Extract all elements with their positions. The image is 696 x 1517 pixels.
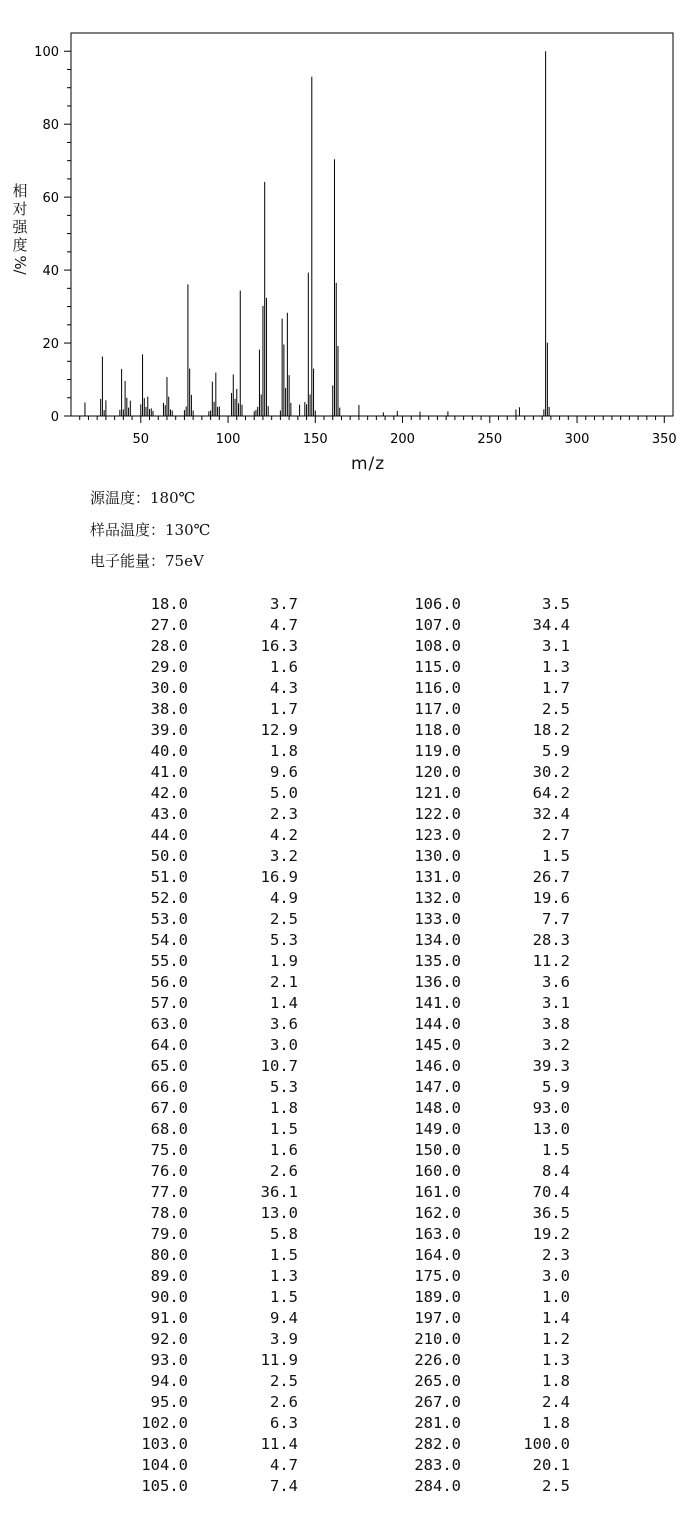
mz-value: 117.0 [414,700,461,718]
mz-value: 210.0 [414,1330,461,1348]
x-tick-label: 150 [302,432,328,447]
table-row [0,951,696,972]
table-row [0,657,696,678]
intensity-value: 7.7 [542,910,570,928]
intensity-value: 5.0 [270,784,298,802]
intensity-value: 11.2 [532,952,570,970]
mz-value: 56.0 [150,973,188,991]
mz-value: 57.0 [150,994,188,1012]
y-axis-label-char: 相 [12,182,28,200]
table-row [0,846,696,867]
table-row [0,825,696,846]
table-row [0,783,696,804]
table-row [0,1161,696,1182]
intensity-value: 3.0 [542,1267,570,1285]
intensity-value: 2.3 [542,1246,570,1264]
intensity-value: 2.7 [542,826,570,844]
intensity-value: 4.9 [270,889,298,907]
intensity-value: 9.4 [270,1309,298,1327]
mz-value: 18.0 [150,595,188,613]
intensity-value: 3.8 [542,1015,570,1033]
mz-value: 164.0 [414,1246,461,1264]
mz-value: 68.0 [150,1120,188,1138]
intensity-value: 4.2 [270,826,298,844]
mz-value: 136.0 [414,973,461,991]
intensity-value: 1.6 [270,1141,298,1159]
mz-value: 108.0 [414,637,461,655]
mz-value: 161.0 [414,1183,461,1201]
table-row [0,1392,696,1413]
table-row [0,1119,696,1140]
table-row [0,1056,696,1077]
mz-value: 51.0 [150,868,188,886]
intensity-value: 6.3 [270,1414,298,1432]
mz-value: 131.0 [414,868,461,886]
y-tick-label: 0 [50,410,59,425]
intensity-value: 4.7 [270,1456,298,1474]
mz-value: 78.0 [150,1204,188,1222]
table-row [0,1413,696,1434]
table-row [0,1329,696,1350]
mz-value: 53.0 [150,910,188,928]
intensity-value: 1.2 [542,1330,570,1348]
mz-value: 77.0 [150,1183,188,1201]
intensity-value: 2.5 [542,700,570,718]
intensity-value: 5.3 [270,1078,298,1096]
y-tick-label: 100 [34,45,59,61]
mz-value: 42.0 [150,784,188,802]
mz-value: 106.0 [414,595,461,613]
table-row [0,1308,696,1329]
intensity-value: 2.1 [270,973,298,991]
mz-value: 107.0 [414,616,461,634]
table-row [0,678,696,699]
mz-value: 115.0 [414,658,461,676]
intensity-value: 12.9 [260,721,298,739]
mz-value: 104.0 [141,1456,188,1474]
intensity-value: 13.0 [260,1204,298,1222]
mz-value: 28.0 [150,637,188,655]
intensity-value: 28.3 [532,931,570,949]
mz-value: 282.0 [414,1435,461,1453]
intensity-value: 36.5 [532,1204,570,1222]
table-row [0,804,696,825]
intensity-value: 2.4 [542,1393,570,1411]
mz-value: 50.0 [150,847,188,865]
mz-value: 265.0 [414,1372,461,1390]
intensity-value: 34.4 [532,616,570,634]
intensity-value: 1.3 [270,1267,298,1285]
table-row [0,1434,696,1455]
intensity-value: 19.6 [532,889,570,907]
intensity-value: 2.5 [270,910,298,928]
peaks-layer [85,51,549,416]
intensity-value: 36.1 [260,1183,298,1201]
mz-value: 66.0 [150,1078,188,1096]
mz-value: 103.0 [141,1435,188,1453]
intensity-value: 5.8 [270,1225,298,1243]
intensity-value: 1.5 [542,1141,570,1159]
intensity-value: 19.2 [532,1225,570,1243]
intensity-value: 32.4 [532,805,570,823]
table-row [0,993,696,1014]
mz-value: 102.0 [141,1414,188,1432]
intensity-value: 8.4 [542,1162,570,1180]
plot-frame [71,33,673,416]
x-axis [80,416,677,447]
mz-value: 162.0 [414,1204,461,1222]
mz-value: 149.0 [414,1120,461,1138]
y-axis [34,45,71,425]
table-row [0,1350,696,1371]
table-row [0,1266,696,1287]
intensity-value: 93.0 [532,1099,570,1117]
mz-value: 120.0 [414,763,461,781]
mz-value: 30.0 [150,679,188,697]
intensity-value: 1.8 [542,1372,570,1390]
mz-value: 148.0 [414,1099,461,1117]
electron-energy-label: 电子能量： [90,552,166,570]
x-tick-label: 300 [564,432,590,447]
mz-value: 118.0 [414,721,461,739]
mz-value: 132.0 [414,889,461,907]
x-axis-label: m/z [351,454,386,474]
intensity-value: 1.8 [542,1414,570,1432]
table-row [0,1077,696,1098]
mz-value: 94.0 [150,1372,188,1390]
mz-value: 144.0 [414,1015,461,1033]
mz-value: 29.0 [150,658,188,676]
electron-energy [90,550,204,571]
intensity-value: 1.4 [542,1309,570,1327]
electron-energy-value: 75eV [165,552,204,570]
mz-value: 267.0 [414,1393,461,1411]
mz-value: 38.0 [150,700,188,718]
intensity-value: 1.8 [270,1099,298,1117]
mz-value: 105.0 [141,1477,188,1495]
intensity-value: 100.0 [523,1435,570,1453]
y-tick-label: 60 [42,191,59,207]
intensity-value: 1.4 [270,994,298,1012]
intensity-value: 13.0 [532,1120,570,1138]
mz-value: 116.0 [414,679,461,697]
mz-value: 54.0 [150,931,188,949]
table-row [0,615,696,636]
mz-value: 283.0 [414,1456,461,1474]
intensity-value: 1.3 [542,1351,570,1369]
mz-value: 89.0 [150,1267,188,1285]
mz-value: 147.0 [414,1078,461,1096]
mz-value: 75.0 [150,1141,188,1159]
table-row [0,972,696,993]
sample-temperature-label: 样品温度： [90,521,166,539]
mz-value: 64.0 [150,1036,188,1054]
intensity-value: 20.1 [532,1456,570,1474]
x-tick-label: 50 [132,432,150,447]
intensity-value: 26.7 [532,868,570,886]
mz-value: 284.0 [414,1477,461,1495]
table-row [0,1035,696,1056]
intensity-value: 3.1 [542,637,570,655]
table-row [0,720,696,741]
y-axis-label [8,182,32,274]
table-row [0,594,696,615]
intensity-value: 4.7 [270,616,298,634]
table-row [0,1455,696,1476]
intensity-value: 1.5 [542,847,570,865]
table-row [0,1014,696,1035]
intensity-value: 10.7 [260,1057,298,1075]
table-row [0,1371,696,1392]
y-axis-label-text [8,182,32,254]
mz-value: 122.0 [414,805,461,823]
mz-value: 63.0 [150,1015,188,1033]
x-tick-label: 350 [651,432,677,447]
intensity-value: 64.2 [532,784,570,802]
table-row [0,1476,696,1497]
intensity-value: 30.2 [532,763,570,781]
mz-value: 52.0 [150,889,188,907]
intensity-value: 3.6 [542,973,570,991]
y-tick-label: 40 [42,264,59,280]
mz-value: 130.0 [414,847,461,865]
mz-value: 80.0 [150,1246,188,1264]
mz-value: 281.0 [414,1414,461,1432]
mz-value: 55.0 [150,952,188,970]
mz-value: 41.0 [150,763,188,781]
table-row [0,741,696,762]
table-row [0,1140,696,1161]
mz-value: 175.0 [414,1267,461,1285]
mz-value: 27.0 [150,616,188,634]
intensity-value: 7.4 [270,1477,298,1495]
sample-temperature [90,519,210,540]
intensity-value: 3.9 [270,1330,298,1348]
y-tick-label: 80 [42,118,59,134]
y-axis-label-char: 度 [12,236,28,254]
mz-value: 163.0 [414,1225,461,1243]
table-row [0,909,696,930]
intensity-value: 2.5 [542,1477,570,1495]
y-axis-label-char: 对 [12,200,28,218]
mz-value: 67.0 [150,1099,188,1117]
intensity-value: 2.6 [270,1393,298,1411]
intensity-value: 3.2 [270,847,298,865]
source-temperature-value: 180℃ [150,489,196,507]
table-row [0,699,696,720]
intensity-value: 70.4 [532,1183,570,1201]
table-row [0,1098,696,1119]
intensity-value: 3.5 [542,595,570,613]
intensity-value: 9.6 [270,763,298,781]
intensity-value: 3.6 [270,1015,298,1033]
intensity-value: 2.5 [270,1372,298,1390]
intensity-value: 1.7 [270,700,298,718]
intensity-value: 16.9 [260,868,298,886]
intensity-value: 5.9 [542,742,570,760]
mz-value: 121.0 [414,784,461,802]
mz-value: 150.0 [414,1141,461,1159]
mz-value: 123.0 [414,826,461,844]
mz-value: 90.0 [150,1288,188,1306]
mz-value: 160.0 [414,1162,461,1180]
x-tick-label: 250 [477,432,503,447]
y-axis-label-unit: %/ [11,255,29,275]
mz-value: 92.0 [150,1330,188,1348]
intensity-value: 3.0 [270,1036,298,1054]
x-tick-label: 100 [215,432,241,447]
x-tick-label: 200 [390,432,415,447]
table-row [0,1245,696,1266]
mz-value: 65.0 [150,1057,188,1075]
table-row [0,1224,696,1245]
mz-value: 189.0 [414,1288,461,1306]
intensity-value: 1.5 [270,1246,298,1264]
intensity-value: 5.3 [270,931,298,949]
mz-value: 119.0 [414,742,461,760]
intensity-value: 1.3 [542,658,570,676]
mz-value: 76.0 [150,1162,188,1180]
intensity-value: 2.3 [270,805,298,823]
table-row [0,888,696,909]
intensity-value: 16.3 [260,637,298,655]
table-row [0,636,696,657]
intensity-value: 11.4 [260,1435,298,1453]
mz-value: 39.0 [150,721,188,739]
mz-value: 133.0 [414,910,461,928]
y-tick-label: 20 [42,337,59,353]
intensity-value: 1.5 [270,1288,298,1306]
intensity-value: 3.2 [542,1036,570,1054]
mz-value: 44.0 [150,826,188,844]
table-row [0,867,696,888]
intensity-value: 11.9 [260,1351,298,1369]
sample-temperature-value: 130℃ [165,521,211,539]
table-row [0,762,696,783]
y-axis-label-char: 强 [12,218,28,236]
intensity-value: 3.1 [542,994,570,1012]
intensity-value: 1.9 [270,952,298,970]
table-row [0,1287,696,1308]
intensity-value: 1.0 [542,1288,570,1306]
source-temperature-label: 源温度： [90,489,151,507]
mz-value: 134.0 [414,931,461,949]
mz-value: 93.0 [150,1351,188,1369]
mz-value: 146.0 [414,1057,461,1075]
mz-value: 95.0 [150,1393,188,1411]
mz-value: 91.0 [150,1309,188,1327]
intensity-value: 2.6 [270,1162,298,1180]
table-row [0,1203,696,1224]
intensity-value: 1.6 [270,658,298,676]
table-row [0,930,696,951]
mz-value: 135.0 [414,952,461,970]
mz-value: 197.0 [414,1309,461,1327]
mz-value: 79.0 [150,1225,188,1243]
source-temperature [90,487,195,508]
intensity-value: 4.3 [270,679,298,697]
mz-value: 40.0 [150,742,188,760]
intensity-value: 39.3 [532,1057,570,1075]
intensity-value: 1.7 [542,679,570,697]
mz-value: 226.0 [414,1351,461,1369]
mass-spectrum-chart [0,0,696,480]
intensity-value: 1.8 [270,742,298,760]
mz-value: 145.0 [414,1036,461,1054]
intensity-value: 1.5 [270,1120,298,1138]
mz-value: 43.0 [150,805,188,823]
intensity-value: 3.7 [270,595,298,613]
table-row [0,1182,696,1203]
intensity-value: 18.2 [532,721,570,739]
intensity-value: 5.9 [542,1078,570,1096]
mz-value: 141.0 [414,994,461,1012]
